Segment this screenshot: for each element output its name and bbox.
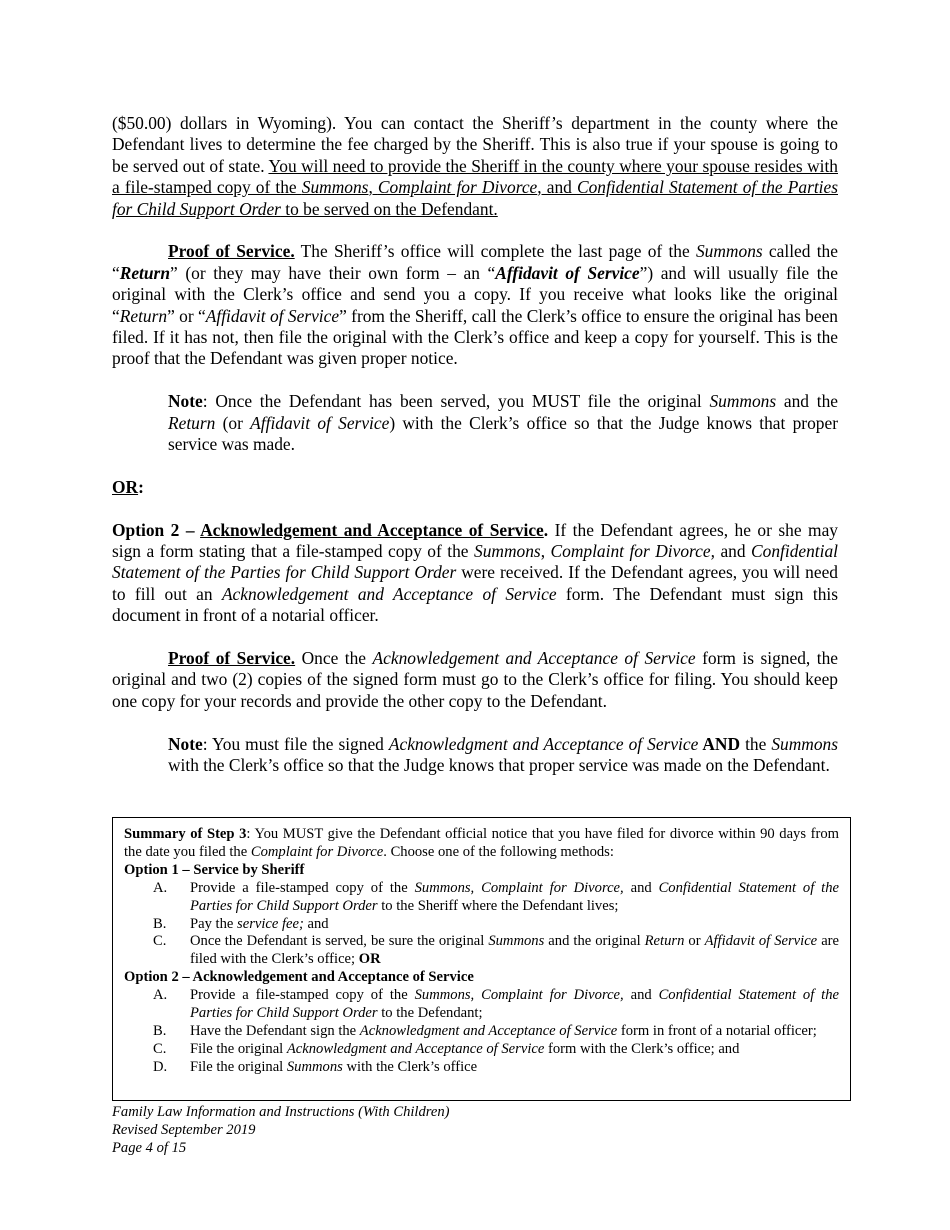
- list-item: B. Pay the service fee; and: [153, 915, 329, 932]
- footer-revision-date: Revised September 2019: [112, 1122, 256, 1138]
- list-item: A. Provide a file-stamped copy of the Summons, Complaint for Divorce, and Confidential Statement of the Parties for Child Support Order to the Sheriff where the Defendant lives;: [153, 879, 839, 914]
- summary-option-2-list: [124, 987, 839, 1077]
- paragraph-proof-of-service-1: Proof of Service. The Sheriff’s office will complete the last page of the Summons called the “Return” (or they may have their own form – an “Affidavit of Service”) and will usually file the original with the Clerk’s office and send you a copy. If you receive what looks like the original “Return” or “Affidavit of Service” from the Sheriff, call the Clerk’s office to ensure the original has been filed. If it has not, then file the original with the Clerk’s office and keep a copy for yourself. This is the proof that the Defendant was given proper notice.: [112, 241, 838, 369]
- footer-document-title: Family Law Information and Instructions (With Children): [112, 1104, 450, 1120]
- paragraph-option-2: Option 2 – Acknowledgement and Acceptance of Service. If the Defendant agrees, he or she may sign a form stating that a file-stamped copy of the Summons, Complaint for Divorce, and Confidential Statement of the Parties for Child Support Order were received. If the Defendant agrees, you will need to fill out an Acknowledgement and Acceptance of Service form. The Defendant must sign this document in front of a notarial officer.: [112, 519, 839, 626]
- summary-box: [112, 817, 851, 1101]
- document-body: [112, 113, 838, 777]
- summary-option-1-list: [124, 880, 839, 970]
- list-item: C. File the original Acknowledgment and Acceptance of Service form with the Clerk’s office; and: [153, 1040, 740, 1057]
- note-block-1: Note: Once the Defendant has been served, you MUST file the original Summons and the Return (or Affidavit of Service) with the Clerk’s office so that the Judge knows that proper service was made.: [168, 391, 838, 455]
- summary-option-2-title: Option 2 – Acknowledgement and Acceptance of Service: [124, 969, 474, 986]
- page-footer: [112, 1103, 450, 1157]
- or-separator: OR:: [112, 476, 144, 497]
- section-heading: Acknowledgement and Acceptance of Service: [200, 519, 544, 540]
- paragraph-sheriff-fee: ($50.00) dollars in Wyoming). You can contact the Sheriff’s department in the county where the Defendant lives to determine the fee charged by the Sheriff. This is also true if your spouse is going to be served out of state. You will need to provide the Sheriff in the county where your spouse resides with a file-stamped copy of the Summons, Complaint for Divorce, and Confidential Statement of the Parties for Child Support Order to be served on the Defendant.: [112, 113, 838, 219]
- list-item: A. Provide a file-stamped copy of the Summons, Complaint for Divorce, and Confidential Statement of the Parties for Child Support Order to the Defendant;: [153, 987, 839, 1022]
- summary-intro: Summary of Step 3: You MUST give the Defendant official notice that you have filed for divorce within 90 days from the date you filed the Complaint for Divorce. Choose one of the following methods:: [124, 826, 839, 860]
- section-heading: Proof of Service.: [168, 648, 296, 669]
- section-heading: Proof of Service.: [168, 241, 295, 262]
- paragraph-proof-of-service-2: Proof of Service. Once the Acknowledgement and Acceptance of Service form is signed, the original and two (2) copies of the signed form must go to the Clerk’s office for filing. You should keep one copy for your records and provide the other copy to the Defendant.: [112, 648, 838, 711]
- note-block-2: Note: You must file the signed Acknowledgment and Acceptance of Service AND the Summons with the Clerk’s office so that the Judge knows that proper service was made on the Defendant.: [168, 733, 839, 776]
- footer-page-number: Page 4 of 15: [112, 1140, 187, 1156]
- list-item: B. Have the Defendant sign the Acknowledgment and Acceptance of Service form in front of a notarial officer;: [153, 1022, 817, 1039]
- list-item: D. File the original Summons with the Clerk’s office: [153, 1058, 478, 1075]
- list-item: C. Once the Defendant is served, be sure the original Summons and the original Return or Affidavit of Service are filed with the Clerk’s office; OR: [153, 933, 840, 968]
- summary-option-1-title: Option 1 – Service by Sheriff: [124, 861, 305, 878]
- underlined-instruction: You will need to provide the Sheriff in the county where your spouse resides with a file-stamped copy of the Summons, Complaint for Divorce, and Confidential Statement of the Parties for Child Support Order to be served on the Defendant.: [112, 155, 838, 219]
